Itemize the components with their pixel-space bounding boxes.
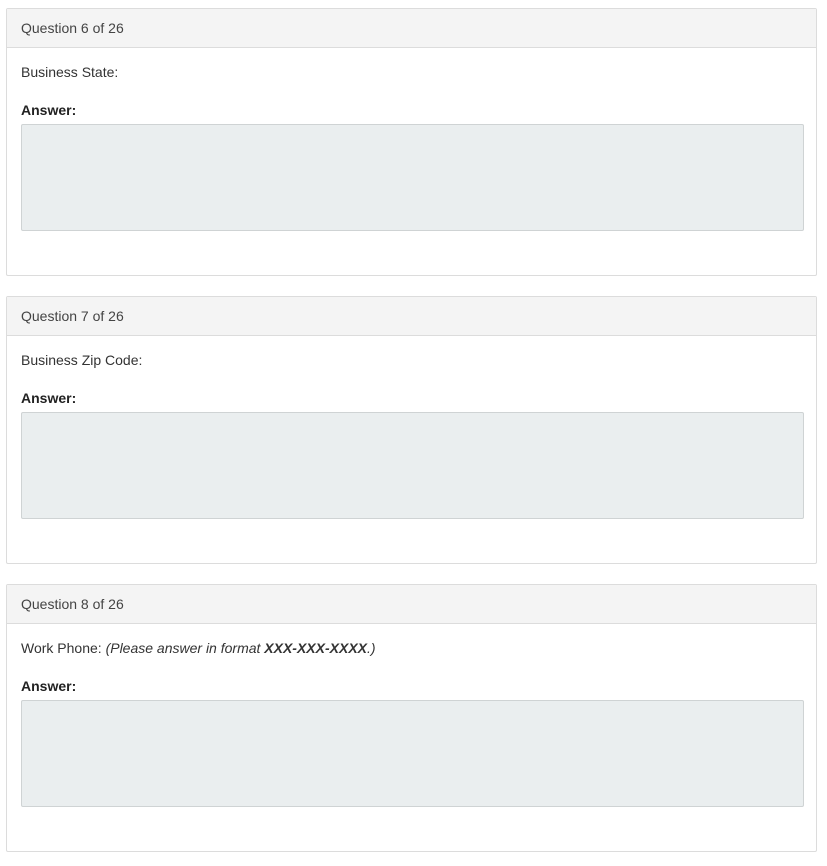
format-hint-prefix: (Please answer in format xyxy=(105,640,265,656)
question-text xyxy=(21,639,802,657)
question-label: Work Phone: xyxy=(21,640,106,656)
answer-input[interactable] xyxy=(21,412,804,519)
format-hint xyxy=(106,640,376,656)
answer-label: Answer: xyxy=(21,102,77,118)
answer-label: Answer: xyxy=(21,390,77,406)
question-header: Question 7 of 26 xyxy=(7,297,816,336)
question-card-6 xyxy=(6,8,817,276)
question-card-8 xyxy=(6,584,817,852)
question-label: Business State: xyxy=(21,64,119,80)
question-header: Question 8 of 26 xyxy=(7,585,816,624)
question-body xyxy=(7,351,816,519)
question-card-7 xyxy=(6,296,817,564)
question-header: Question 6 of 26 xyxy=(7,9,816,48)
question-body xyxy=(7,639,816,807)
format-hint-suffix: .) xyxy=(367,640,376,656)
answer-input[interactable] xyxy=(21,124,804,231)
question-text xyxy=(21,63,802,81)
question-text xyxy=(21,351,802,369)
question-label: Business Zip Code: xyxy=(21,352,143,368)
format-hint-pattern: XXX-XXX-XXXX xyxy=(264,640,367,656)
answer-input[interactable] xyxy=(21,700,804,807)
question-body xyxy=(7,63,816,231)
answer-label: Answer: xyxy=(21,678,77,694)
